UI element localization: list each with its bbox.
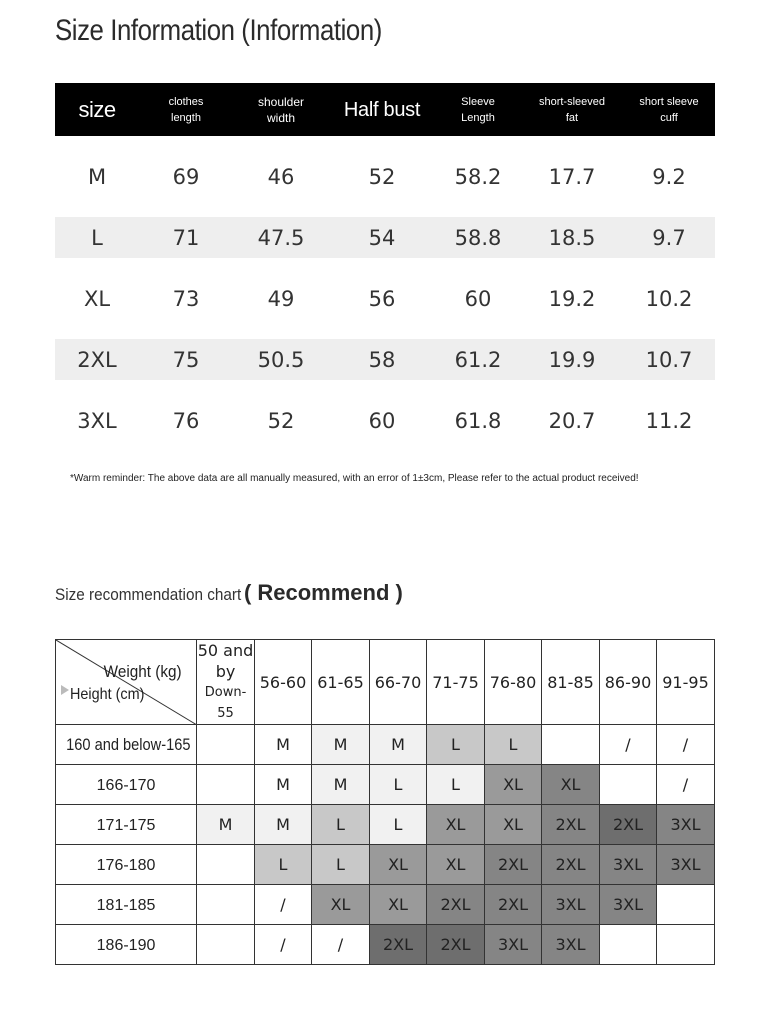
recommend-size-cell: M xyxy=(197,805,255,845)
size-cell: 19.2 xyxy=(548,286,596,311)
recommend-size-cell: 2XL xyxy=(427,885,485,925)
recommend-size-cell: 2XL xyxy=(600,805,657,845)
recommend-size-cell xyxy=(197,725,255,765)
row-spacer xyxy=(55,197,715,217)
size-cell: 54 xyxy=(368,225,396,250)
page-title: Size Information (Information) xyxy=(55,14,382,47)
recommend-size-cell xyxy=(197,765,255,805)
row-spacer xyxy=(55,136,715,156)
recommend-size-cell: XL xyxy=(485,765,542,805)
size-cell: M xyxy=(87,164,107,189)
height-range-label: 176-180 xyxy=(56,845,197,885)
size-cell: 56 xyxy=(368,286,396,311)
recommend-size-cell: L xyxy=(312,845,370,885)
recommend-size-cell: / xyxy=(600,725,657,765)
size-cell: 75 xyxy=(172,347,200,372)
col-50-line2: by xyxy=(215,662,236,681)
weight-col-91-95: 91-95 xyxy=(657,640,715,725)
size-cell: 58.8 xyxy=(454,225,502,250)
weight-col-50-55 xyxy=(197,640,255,725)
weight-col-81-85: 81-85 xyxy=(542,640,600,725)
size-cell: 49 xyxy=(267,286,295,311)
size-cell: 17.7 xyxy=(548,164,596,189)
size-cell: 58 xyxy=(368,347,396,372)
recommend-size-cell: 2XL xyxy=(542,805,600,845)
recommend-size-cell xyxy=(542,725,600,765)
recommend-title xyxy=(55,580,403,606)
header-size: size xyxy=(78,96,116,122)
weight-col-86-90: 86-90 xyxy=(600,640,657,725)
recommend-size-cell: L xyxy=(485,725,542,765)
size-cell: 47.5 xyxy=(257,225,305,250)
size-row-l xyxy=(55,217,715,258)
recommend-size-cell: L xyxy=(312,805,370,845)
recommend-size-cell: XL xyxy=(370,885,427,925)
recommend-size-cell: / xyxy=(255,925,312,965)
header-clothes-length: clothes length xyxy=(168,95,204,124)
warm-reminder-note: *Warm reminder: The above data are all manually measured, with an error of 1±3cm, Please refer to the actual product received! xyxy=(70,473,639,484)
row-spacer xyxy=(55,319,715,339)
diagonal-divider xyxy=(56,640,197,725)
recommend-size-cell: M xyxy=(312,765,370,805)
recommend-size-cell: L xyxy=(370,765,427,805)
recommend-size-cell: 3XL xyxy=(542,885,600,925)
recommend-size-cell: 3XL xyxy=(485,925,542,965)
header-short-sleeved-fat: short-sleeved fat xyxy=(538,95,606,124)
recommend-size-cell: L xyxy=(427,725,485,765)
recommend-title-paren: ( Recommend ) xyxy=(243,580,403,605)
col-50-line3: Down-55 xyxy=(204,685,247,721)
size-cell: 60 xyxy=(368,408,396,433)
header-sleeve-length: Sleeve Length xyxy=(461,95,495,124)
height-range-label: 171-175 xyxy=(56,805,197,845)
recommend-size-cell: 2XL xyxy=(485,845,542,885)
recommend-size-cell: 3XL xyxy=(542,925,600,965)
weight-col-61-65: 61-65 xyxy=(312,640,370,725)
size-cell: 10.7 xyxy=(645,347,693,372)
recommend-size-cell xyxy=(600,925,657,965)
recommend-size-cell: XL xyxy=(427,845,485,885)
recommend-header-row xyxy=(56,640,715,725)
size-cell: 19.9 xyxy=(548,347,596,372)
recommend-size-cell: XL xyxy=(312,885,370,925)
size-table-header-row xyxy=(55,83,715,136)
size-cell: L xyxy=(91,225,103,250)
recommend-row xyxy=(56,885,715,925)
recommend-size-cell xyxy=(197,885,255,925)
weight-col-76-80: 76-80 xyxy=(485,640,542,725)
size-recommendation-table xyxy=(55,639,715,965)
recommend-size-cell: 2XL xyxy=(370,925,427,965)
height-range-label: 186-190 xyxy=(56,925,197,965)
recommend-size-cell: 3XL xyxy=(600,845,657,885)
row-spacer xyxy=(55,258,715,278)
recommend-size-cell: 2XL xyxy=(542,845,600,885)
corner-cell xyxy=(56,640,197,725)
recommend-row xyxy=(56,765,715,805)
size-cell: 60 xyxy=(464,286,492,311)
header-half-bust: Half bust xyxy=(343,98,421,121)
col-50-line1: 50 and xyxy=(197,641,254,660)
recommend-size-cell xyxy=(197,925,255,965)
weight-col-71-75: 71-75 xyxy=(427,640,485,725)
recommend-size-cell: L xyxy=(427,765,485,805)
weight-col-66-70: 66-70 xyxy=(370,640,427,725)
size-cell: 18.5 xyxy=(548,225,596,250)
recommend-size-cell: M xyxy=(370,725,427,765)
size-row-m xyxy=(55,156,715,197)
recommend-row xyxy=(56,805,715,845)
recommend-row xyxy=(56,845,715,885)
recommend-size-cell: XL xyxy=(370,845,427,885)
height-range-label: 160 and below-165 xyxy=(56,725,197,765)
recommend-size-cell xyxy=(197,845,255,885)
recommend-size-cell: / xyxy=(255,885,312,925)
size-cell: 10.2 xyxy=(645,286,693,311)
recommend-size-cell: L xyxy=(370,805,427,845)
recommend-size-cell: / xyxy=(312,925,370,965)
height-range-label: 181-185 xyxy=(56,885,197,925)
size-information-table xyxy=(55,83,715,441)
recommend-size-cell: L xyxy=(255,845,312,885)
recommend-size-cell: 3XL xyxy=(657,805,715,845)
recommend-size-cell: 2XL xyxy=(427,925,485,965)
size-cell: 9.7 xyxy=(652,225,686,250)
recommend-size-cell: / xyxy=(657,725,715,765)
height-range-label: 166-170 xyxy=(56,765,197,805)
weight-axis-label: Weight (kg) xyxy=(104,662,182,681)
recommend-row xyxy=(56,725,715,765)
recommend-size-cell: XL xyxy=(542,765,600,805)
header-short-sleeve-cuff: short sleeve cuff xyxy=(639,95,699,124)
size-row-3xl xyxy=(55,400,715,441)
recommend-size-cell: 2XL xyxy=(485,885,542,925)
size-cell: 73 xyxy=(172,286,200,311)
header-shoulder-width: shoulder width xyxy=(257,94,305,125)
size-cell: 50.5 xyxy=(257,347,305,372)
recommend-size-cell: XL xyxy=(485,805,542,845)
recommend-size-cell xyxy=(657,925,715,965)
size-cell: 69 xyxy=(172,164,200,189)
weight-col-56-60: 56-60 xyxy=(255,640,312,725)
recommend-row xyxy=(56,925,715,965)
size-cell: 52 xyxy=(267,408,295,433)
size-cell: 58.2 xyxy=(454,164,502,189)
recommend-size-cell: 3XL xyxy=(600,885,657,925)
recommend-size-cell: XL xyxy=(427,805,485,845)
recommend-size-cell: M xyxy=(312,725,370,765)
size-cell: 46 xyxy=(267,164,295,189)
recommend-size-cell: 3XL xyxy=(657,845,715,885)
recommend-size-cell: / xyxy=(657,765,715,805)
size-cell: XL xyxy=(83,286,111,311)
size-cell: 9.2 xyxy=(652,164,686,189)
size-cell: 76 xyxy=(172,408,200,433)
size-cell: 52 xyxy=(368,164,396,189)
recommend-size-cell: M xyxy=(255,765,312,805)
recommend-size-cell xyxy=(657,885,715,925)
size-cell: 61.2 xyxy=(454,347,502,372)
size-cell: 3XL xyxy=(77,408,117,433)
size-cell: 11.2 xyxy=(645,408,693,433)
size-cell: 61.8 xyxy=(454,408,502,433)
recommend-size-cell: M xyxy=(255,805,312,845)
recommend-size-cell: M xyxy=(255,725,312,765)
size-cell: 20.7 xyxy=(548,408,596,433)
size-cell: 2XL xyxy=(77,347,117,372)
recommend-title-main: Size recommendation chart xyxy=(55,585,242,604)
recommend-size-cell xyxy=(600,765,657,805)
size-cell: 71 xyxy=(172,225,200,250)
row-spacer xyxy=(55,380,715,400)
size-row-2xl xyxy=(55,339,715,380)
height-axis-label: Height (cm) xyxy=(70,686,145,703)
size-row-xl xyxy=(55,278,715,319)
